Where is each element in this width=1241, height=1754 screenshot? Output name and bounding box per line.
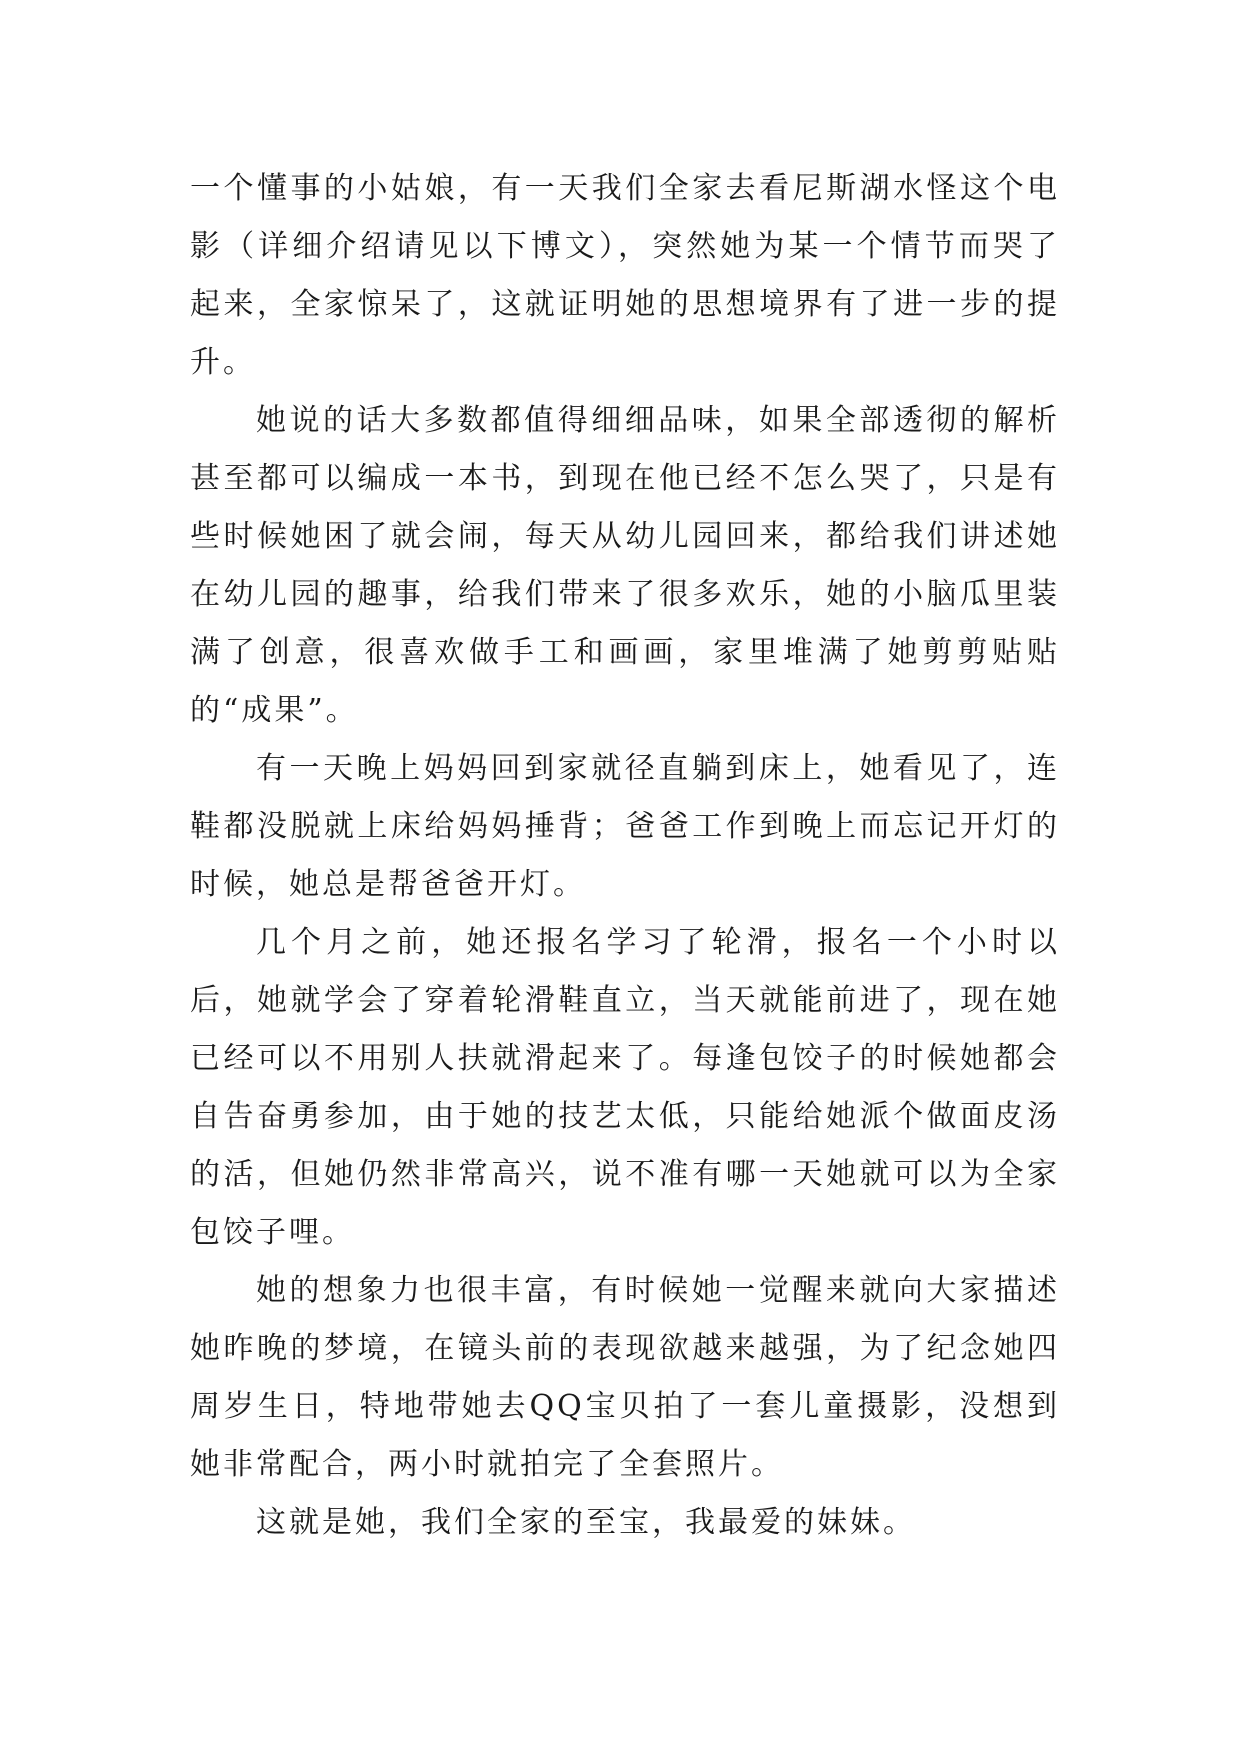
paragraph-6: 这就是她，我们全家的至宝，我最爱的妹妹。 bbox=[256, 1505, 916, 1540]
paragraph-3: 有一天晚上妈妈回到家就径直躺到床上，她看见了，连鞋都没脱就上床给妈妈捶背；爸爸工作到晚上而忘记开灯的时候，她总是帮爸爸开灯。 bbox=[190, 751, 1060, 902]
paragraph-2: 她说的话大多数都值得细细品味，如果全部透彻的解析甚至都可以编成一本书，到现在他已经不怎么哭了，只是有些时候她困了就会闹，每天从幼儿园回来，都给我们讲述她在幼儿园的趣事，给我们带来了很多欢乐，她的小脑瓜里装满了创意，很喜欢做手工和画画，家里堆满了她剪剪贴贴的“成果”。 bbox=[190, 403, 1060, 728]
paragraph-4: 几个月之前，她还报名学习了轮滑，报名一个小时以后，她就学会了穿着轮滑鞋直立，当天就能前进了，现在她已经可以不用别人扶就滑起来了。每逢包饺子的时候她都会自告奋勇参加，由于她的技艺太低，只能给她派个做面皮汤的活，但她仍然非常高兴，说不准有哪一天她就可以为全家包饺子哩。 bbox=[190, 925, 1060, 1250]
paragraph-1: 一个懂事的小姑娘，有一天我们全家去看尼斯湖水怪这个电影（详细介绍请见以下博文），突然她为某一个情节而哭了起来，全家惊呆了，这就证明她的思想境界有了进一步的提升。 bbox=[190, 171, 1060, 380]
paragraph-5: 她的想象力也很丰富，有时候她一觉醒来就向大家描述她昨晚的梦境，在镜头前的表现欲越来越强，为了纪念她四周岁生日，特地带她去QQ宝贝拍了一套儿童摄影，没想到她非常配合，两小时就拍完了全套照片。 bbox=[190, 1273, 1060, 1482]
document-body bbox=[190, 160, 1060, 1552]
